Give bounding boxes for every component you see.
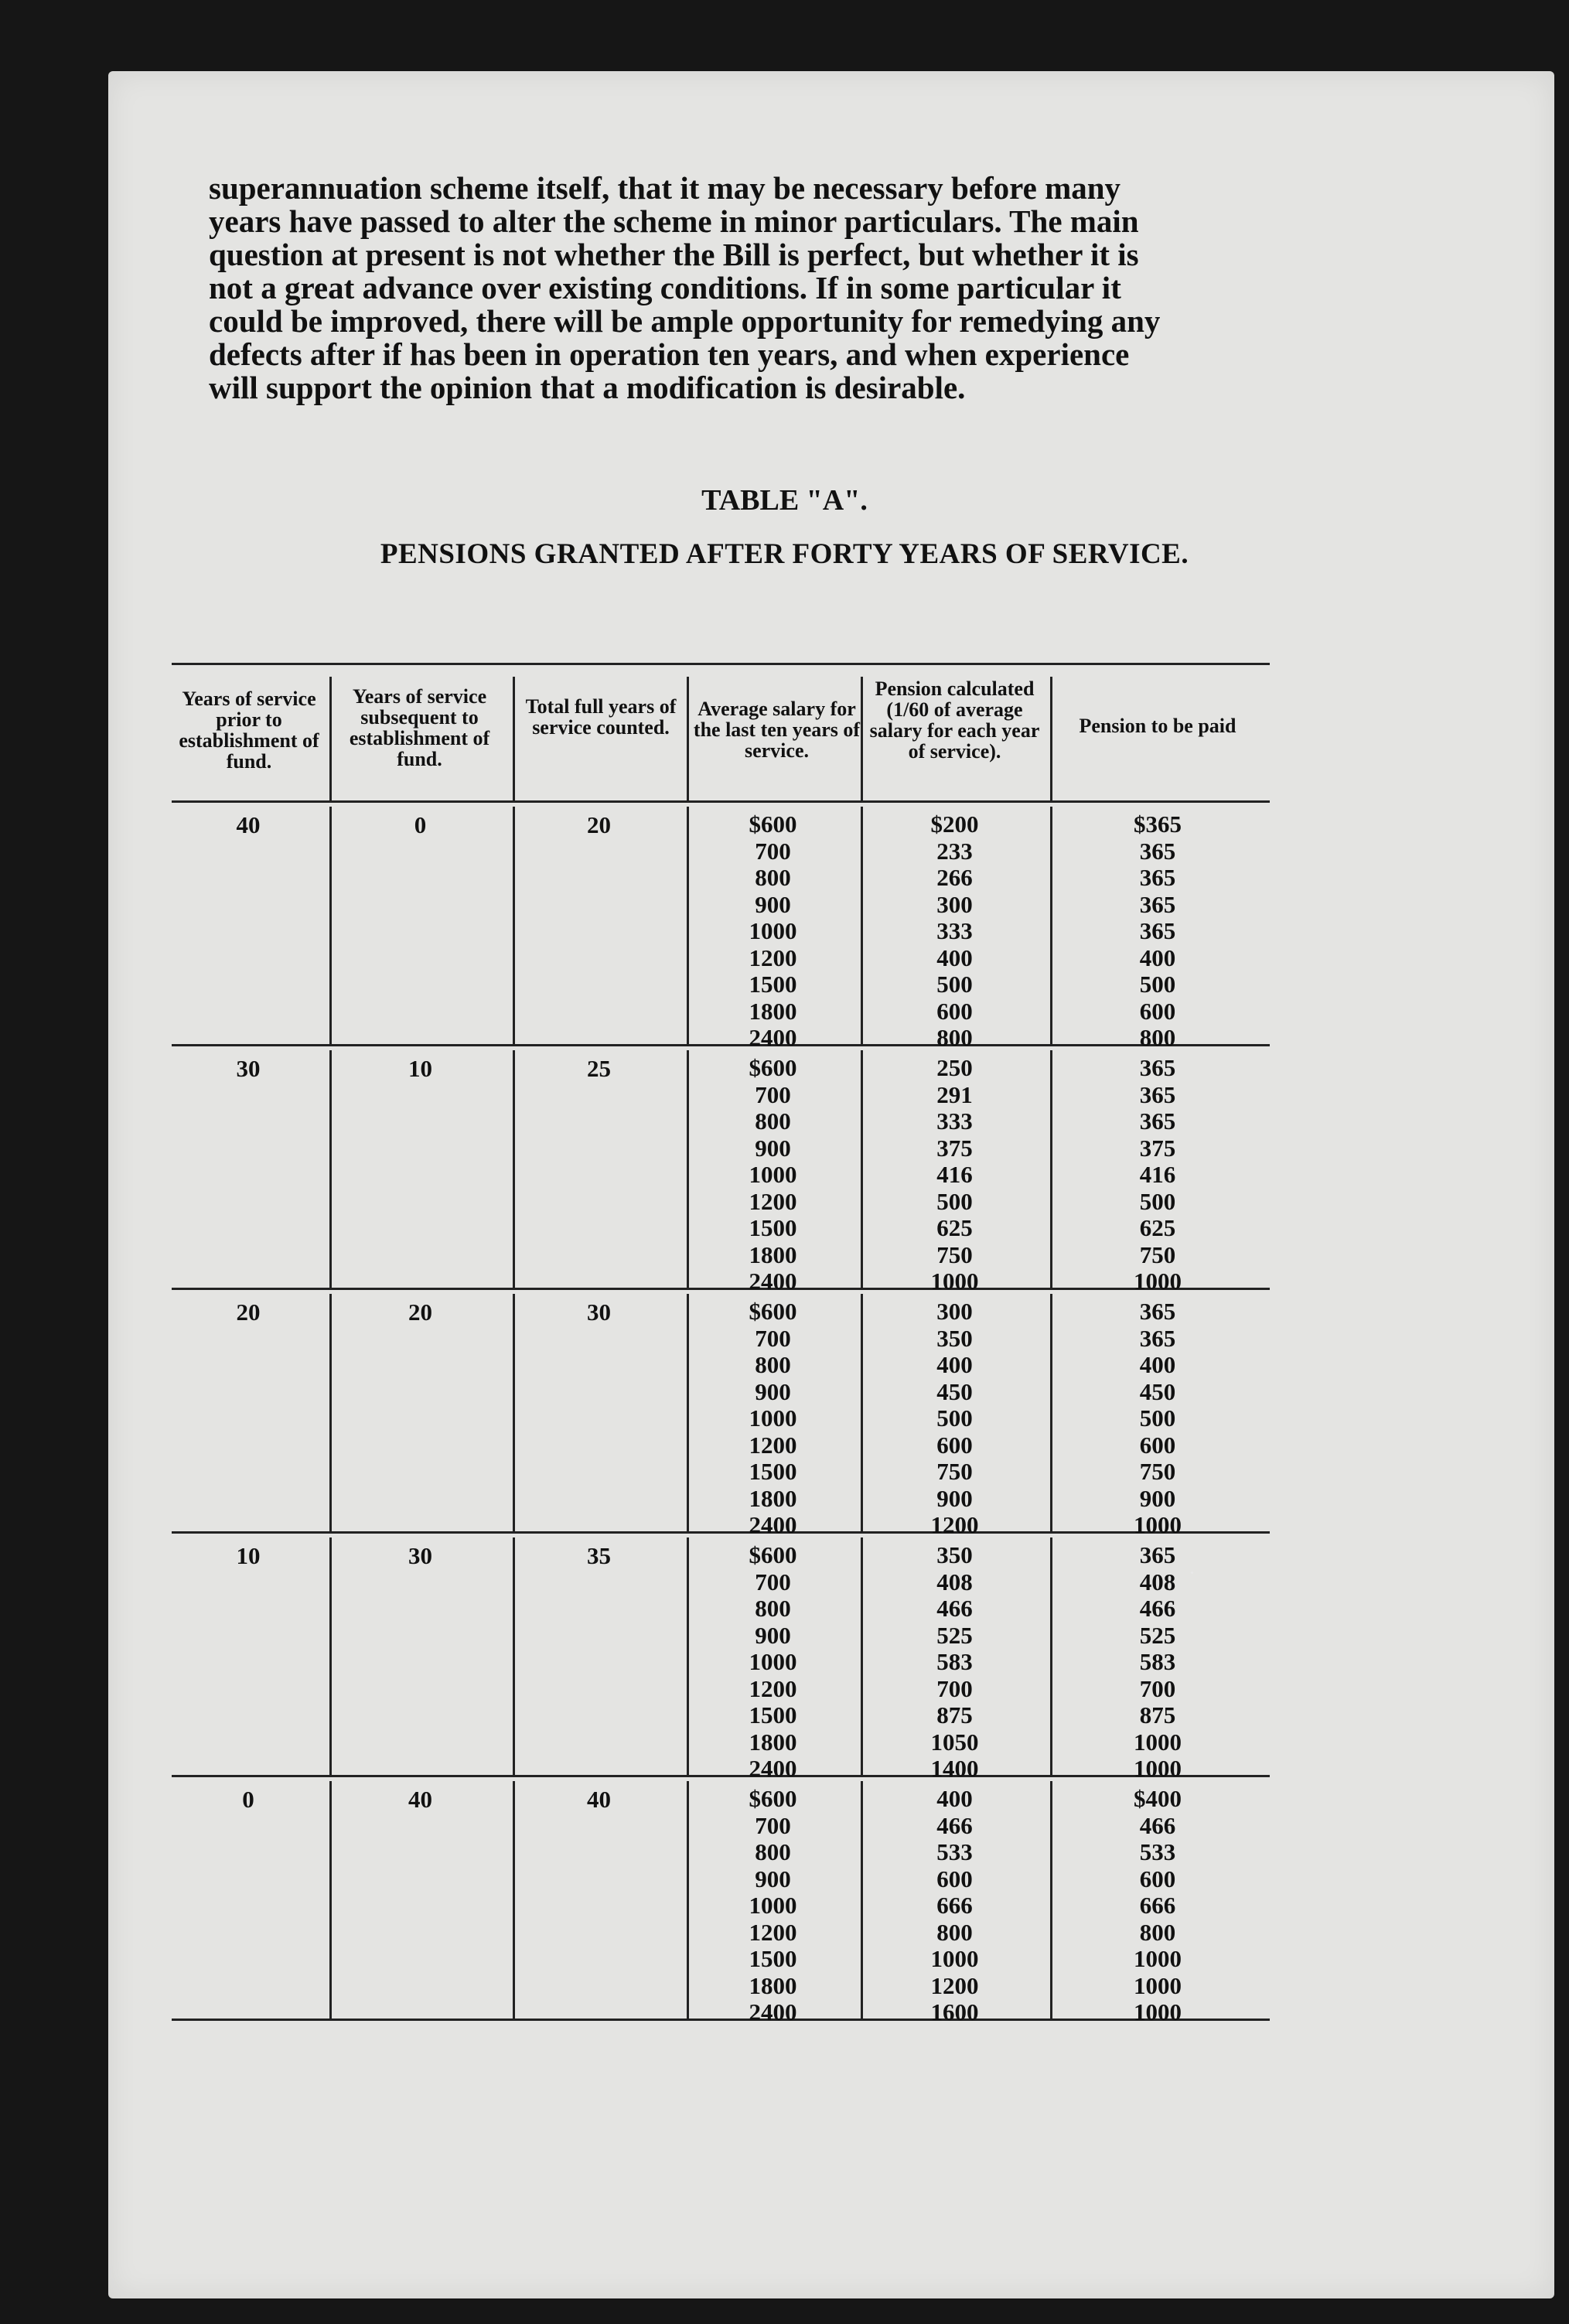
table-cell: 750 bbox=[936, 1458, 973, 1485]
column-rule bbox=[861, 807, 863, 1044]
table-cell: 875 bbox=[1139, 1701, 1176, 1728]
pension-calculated-list bbox=[864, 1299, 1045, 1539]
table-cell: 365 bbox=[1139, 1298, 1176, 1325]
table-cell: 525 bbox=[1139, 1621, 1176, 1649]
table-cell: 700 bbox=[755, 1811, 791, 1839]
table-cell: $365 bbox=[1134, 810, 1182, 838]
header-column-rule bbox=[861, 677, 863, 800]
table-cell: 800 bbox=[755, 1838, 791, 1865]
table-cell: 466 bbox=[1139, 1595, 1176, 1622]
paragraph-line: question at present is not whether the Bill is perfect, but whether it is bbox=[209, 237, 1139, 272]
table-cell: 800 bbox=[755, 864, 791, 891]
column-rule bbox=[687, 1781, 689, 2019]
table-cell: 750 bbox=[1139, 1240, 1176, 1268]
table-cell: 2400 bbox=[749, 1755, 797, 1782]
total-years-cell: 35 bbox=[587, 1542, 611, 1569]
table-cell: 500 bbox=[936, 1187, 973, 1215]
table-cell: 666 bbox=[936, 1892, 973, 1919]
years-prior-cell: 20 bbox=[236, 1299, 261, 1326]
table-cell: 800 bbox=[1139, 1918, 1176, 1946]
table-top-rule bbox=[172, 663, 1270, 665]
table-cell: 365 bbox=[1139, 864, 1176, 891]
table-cell: 466 bbox=[1139, 1811, 1176, 1839]
table-cell: 1400 bbox=[930, 1755, 979, 1782]
column-rule bbox=[329, 807, 332, 1044]
column-rule bbox=[861, 1781, 863, 2019]
table-cell: 900 bbox=[755, 1865, 791, 1892]
table-cell: 2400 bbox=[749, 1268, 797, 1295]
table-cell: 2400 bbox=[749, 1024, 797, 1051]
column-rule bbox=[687, 807, 689, 1044]
column-rule bbox=[329, 1781, 332, 2019]
header-bottom-rule bbox=[172, 800, 1270, 803]
table-cell: $600 bbox=[749, 1541, 797, 1568]
pension-paid-list bbox=[1053, 1786, 1262, 2026]
column-rule bbox=[329, 1050, 332, 1288]
table-cell: 250 bbox=[936, 1054, 973, 1081]
total-years-cell: 30 bbox=[587, 1299, 611, 1326]
table-cell: 1600 bbox=[930, 1998, 979, 2025]
pension-table bbox=[172, 599, 1277, 2025]
table-cell: 700 bbox=[936, 1674, 973, 1702]
paragraph-line: will support the opinion that a modification is desirable. bbox=[209, 370, 966, 405]
total-years-cell: 20 bbox=[587, 811, 611, 838]
header-years-subsequent: Years of service subsequent to establishment of fund. bbox=[349, 685, 490, 770]
table-cell: 291 bbox=[936, 1080, 973, 1108]
pension-calculated-list bbox=[864, 811, 1045, 1052]
table-cell: 1000 bbox=[930, 1268, 979, 1295]
pension-paid-list bbox=[1053, 1542, 1262, 1783]
table-cell: 466 bbox=[936, 1595, 973, 1622]
table-cell: 400 bbox=[936, 1351, 973, 1378]
column-rule bbox=[687, 1294, 689, 1531]
years-prior-cell: 40 bbox=[236, 811, 261, 838]
table-cell: 1200 bbox=[930, 1971, 979, 1999]
table-cell: 900 bbox=[755, 890, 791, 918]
table-cell: 800 bbox=[936, 1024, 973, 1051]
table-cell: 1800 bbox=[749, 997, 797, 1025]
column-rule bbox=[687, 1050, 689, 1288]
table-cell: 900 bbox=[936, 1484, 973, 1512]
table-cell: 1200 bbox=[749, 1431, 797, 1459]
table-cell: 1800 bbox=[749, 1728, 797, 1756]
paragraph-line: not a great advance over existing conditions. If in some particular it bbox=[209, 270, 1121, 305]
column-rule bbox=[861, 1537, 863, 1775]
table-cell: 365 bbox=[1139, 1054, 1176, 1081]
table-cell: $200 bbox=[930, 810, 979, 838]
years-subsequent-cell: 20 bbox=[408, 1299, 432, 1326]
table-cell: 1500 bbox=[749, 1458, 797, 1485]
table-cell: 900 bbox=[755, 1134, 791, 1162]
table-cell: 600 bbox=[1139, 1431, 1176, 1459]
table-cell: 266 bbox=[936, 864, 973, 891]
table-cell: 900 bbox=[755, 1621, 791, 1649]
column-rule bbox=[513, 1781, 515, 2019]
table-cell: 600 bbox=[1139, 997, 1176, 1025]
paragraph-line: could be improved, there will be ample opportunity for remedying any bbox=[209, 303, 1161, 339]
table-cell: 2400 bbox=[749, 1998, 797, 2025]
table-cell: 750 bbox=[1139, 1458, 1176, 1485]
table-cell: 450 bbox=[1139, 1377, 1176, 1405]
table-cell: 1000 bbox=[749, 1648, 797, 1675]
table-cell: 365 bbox=[1139, 837, 1176, 865]
years-subsequent-cell: 40 bbox=[408, 1786, 432, 1813]
column-rule bbox=[513, 1294, 515, 1531]
pension-paid-list bbox=[1053, 811, 1262, 1052]
table-cell: 1500 bbox=[749, 1214, 797, 1241]
table-cell: $600 bbox=[749, 810, 797, 838]
header-years-prior: Years of service prior to establishment of fund. bbox=[179, 688, 319, 773]
table-cell: 1050 bbox=[930, 1728, 979, 1756]
pension-calculated-list bbox=[864, 1542, 1045, 1783]
header-column-rule bbox=[513, 677, 515, 800]
table-cell: 900 bbox=[1139, 1484, 1176, 1512]
salary-list bbox=[690, 811, 856, 1052]
table-cell: $600 bbox=[749, 1054, 797, 1081]
column-rule bbox=[1050, 1781, 1052, 2019]
table-cell: 1200 bbox=[749, 1674, 797, 1702]
table-cell: 1500 bbox=[749, 1945, 797, 1972]
table-cell: 365 bbox=[1139, 1324, 1176, 1352]
table-cell: 365 bbox=[1139, 890, 1176, 918]
total-years-cell: 25 bbox=[587, 1055, 611, 1082]
table-cell: 365 bbox=[1139, 917, 1176, 944]
column-rule bbox=[1050, 1537, 1052, 1775]
table-cell: 1000 bbox=[749, 1404, 797, 1432]
table-cell: 500 bbox=[936, 971, 973, 998]
table-cell: 1500 bbox=[749, 971, 797, 998]
table-cell: 1000 bbox=[930, 1945, 979, 1972]
table-title: TABLE "A". bbox=[701, 484, 868, 517]
header-pension-calculated: Pension calculated (1/60 of average salary for each year of service). bbox=[869, 677, 1040, 763]
table-cell: 400 bbox=[1139, 944, 1176, 971]
table-cell: 583 bbox=[936, 1648, 973, 1675]
table-cell: $600 bbox=[749, 1785, 797, 1812]
column-rule bbox=[513, 807, 515, 1044]
table-cell: 583 bbox=[1139, 1648, 1176, 1675]
table-cell: 875 bbox=[936, 1701, 973, 1728]
years-prior-cell: 0 bbox=[242, 1786, 254, 1813]
table-cell: 408 bbox=[936, 1568, 973, 1595]
table-cell: 2400 bbox=[749, 1511, 797, 1538]
header-total-years: Total full years of service counted. bbox=[525, 695, 677, 739]
column-rule bbox=[1050, 807, 1052, 1044]
column-rule bbox=[1050, 1294, 1052, 1531]
table-subtitle: PENSIONS GRANTED AFTER FORTY YEARS OF SERVICE. bbox=[380, 538, 1189, 570]
pension-paid-list bbox=[1053, 1055, 1262, 1295]
paragraph-line: defects after if has been in operation ten years, and when experience bbox=[209, 336, 1130, 372]
table-cell: 533 bbox=[936, 1838, 973, 1865]
table-cell: 375 bbox=[936, 1134, 973, 1162]
table-cell: 1000 bbox=[1134, 1945, 1182, 1972]
table-cell: 700 bbox=[755, 837, 791, 865]
column-rule bbox=[861, 1294, 863, 1531]
header-pension-paid: Pension to be paid bbox=[1079, 715, 1236, 737]
column-rule bbox=[861, 1050, 863, 1288]
table-cell: 500 bbox=[1139, 971, 1176, 998]
table-cell: 365 bbox=[1139, 1107, 1176, 1135]
table-cell: 365 bbox=[1139, 1541, 1176, 1568]
years-prior-cell: 30 bbox=[236, 1055, 261, 1082]
table-cell: 1000 bbox=[1134, 1511, 1182, 1538]
table-cell: 666 bbox=[1139, 1892, 1176, 1919]
table-cell: 600 bbox=[1139, 1865, 1176, 1892]
table-cell: 333 bbox=[936, 1107, 973, 1135]
table-cell: 700 bbox=[755, 1568, 791, 1595]
table-cell: 625 bbox=[936, 1214, 973, 1241]
table-cell: 533 bbox=[1139, 1838, 1176, 1865]
table-cell: 1000 bbox=[1134, 1998, 1182, 2025]
table-cell: 600 bbox=[936, 997, 973, 1025]
table-cell: 1000 bbox=[749, 1892, 797, 1919]
salary-list bbox=[690, 1055, 856, 1295]
table-cell: 1800 bbox=[749, 1484, 797, 1512]
table-cell: 800 bbox=[755, 1595, 791, 1622]
table-cell: 375 bbox=[1139, 1134, 1176, 1162]
body-paragraph bbox=[209, 172, 1392, 404]
salary-list bbox=[690, 1299, 856, 1539]
pension-paid-list bbox=[1053, 1299, 1262, 1539]
table-cell: $600 bbox=[749, 1298, 797, 1325]
table-cell: 400 bbox=[1139, 1351, 1176, 1378]
paragraph-line: superannuation scheme itself, that it may be necessary before many bbox=[209, 170, 1121, 206]
paragraph-line: years have passed to alter the scheme in minor particulars. The main bbox=[209, 203, 1139, 239]
table-cell: 408 bbox=[1139, 1568, 1176, 1595]
column-rule bbox=[1050, 1050, 1052, 1288]
table-cell: 1800 bbox=[749, 1971, 797, 1999]
table-cell: 800 bbox=[755, 1107, 791, 1135]
table-cell: 1000 bbox=[749, 1161, 797, 1188]
table-cell: 500 bbox=[1139, 1187, 1176, 1215]
table-cell: $400 bbox=[1134, 1785, 1182, 1812]
table-cell: 700 bbox=[755, 1324, 791, 1352]
years-prior-cell: 10 bbox=[236, 1542, 261, 1569]
table-cell: 1200 bbox=[749, 944, 797, 971]
column-rule bbox=[329, 1294, 332, 1531]
table-cell: 800 bbox=[936, 1918, 973, 1946]
table-cell: 700 bbox=[1139, 1674, 1176, 1702]
table-cell: 1000 bbox=[1134, 1971, 1182, 1999]
salary-list bbox=[690, 1542, 856, 1783]
table-cell: 233 bbox=[936, 837, 973, 865]
header-column-rule bbox=[329, 677, 332, 800]
table-cell: 400 bbox=[936, 1785, 973, 1812]
total-years-cell: 40 bbox=[587, 1786, 611, 1813]
table-cell: 700 bbox=[755, 1080, 791, 1108]
table-cell: 1200 bbox=[930, 1511, 979, 1538]
header-column-rule bbox=[1050, 677, 1052, 800]
table-cell: 500 bbox=[936, 1404, 973, 1432]
table-cell: 1200 bbox=[749, 1187, 797, 1215]
table-cell: 1000 bbox=[1134, 1755, 1182, 1782]
pension-calculated-list bbox=[864, 1055, 1045, 1295]
column-rule bbox=[329, 1537, 332, 1775]
table-cell: 450 bbox=[936, 1377, 973, 1405]
table-cell: 416 bbox=[936, 1161, 973, 1188]
pension-calculated-list bbox=[864, 1786, 1045, 2026]
years-subsequent-cell: 0 bbox=[414, 811, 427, 838]
table-cell: 300 bbox=[936, 1298, 973, 1325]
table-cell: 365 bbox=[1139, 1080, 1176, 1108]
table-cell: 1000 bbox=[1134, 1268, 1182, 1295]
table-cell: 600 bbox=[936, 1431, 973, 1459]
years-subsequent-cell: 10 bbox=[408, 1055, 432, 1082]
table-cell: 350 bbox=[936, 1541, 973, 1568]
table-cell: 300 bbox=[936, 890, 973, 918]
table-cell: 1000 bbox=[1134, 1728, 1182, 1756]
header-column-rule bbox=[687, 677, 689, 800]
header-average-salary: Average salary for the last ten years of service. bbox=[693, 698, 861, 762]
table-cell: 750 bbox=[936, 1240, 973, 1268]
table-cell: 1000 bbox=[749, 917, 797, 944]
table-cell: 800 bbox=[1139, 1024, 1176, 1051]
table-cell: 500 bbox=[1139, 1404, 1176, 1432]
table-cell: 333 bbox=[936, 917, 973, 944]
table-cell: 1800 bbox=[749, 1240, 797, 1268]
table-cell: 600 bbox=[936, 1865, 973, 1892]
column-rule bbox=[687, 1537, 689, 1775]
table-cell: 466 bbox=[936, 1811, 973, 1839]
table-cell: 900 bbox=[755, 1377, 791, 1405]
table-cell: 350 bbox=[936, 1324, 973, 1352]
table-cell: 1500 bbox=[749, 1701, 797, 1728]
salary-list bbox=[690, 1786, 856, 2026]
table-cell: 400 bbox=[936, 944, 973, 971]
column-rule bbox=[513, 1050, 515, 1288]
table-cell: 800 bbox=[755, 1351, 791, 1378]
table-cell: 416 bbox=[1139, 1161, 1176, 1188]
table-cell: 1200 bbox=[749, 1918, 797, 1946]
table-cell: 625 bbox=[1139, 1214, 1176, 1241]
table-cell: 525 bbox=[936, 1621, 973, 1649]
years-subsequent-cell: 30 bbox=[408, 1542, 432, 1569]
column-rule bbox=[513, 1537, 515, 1775]
